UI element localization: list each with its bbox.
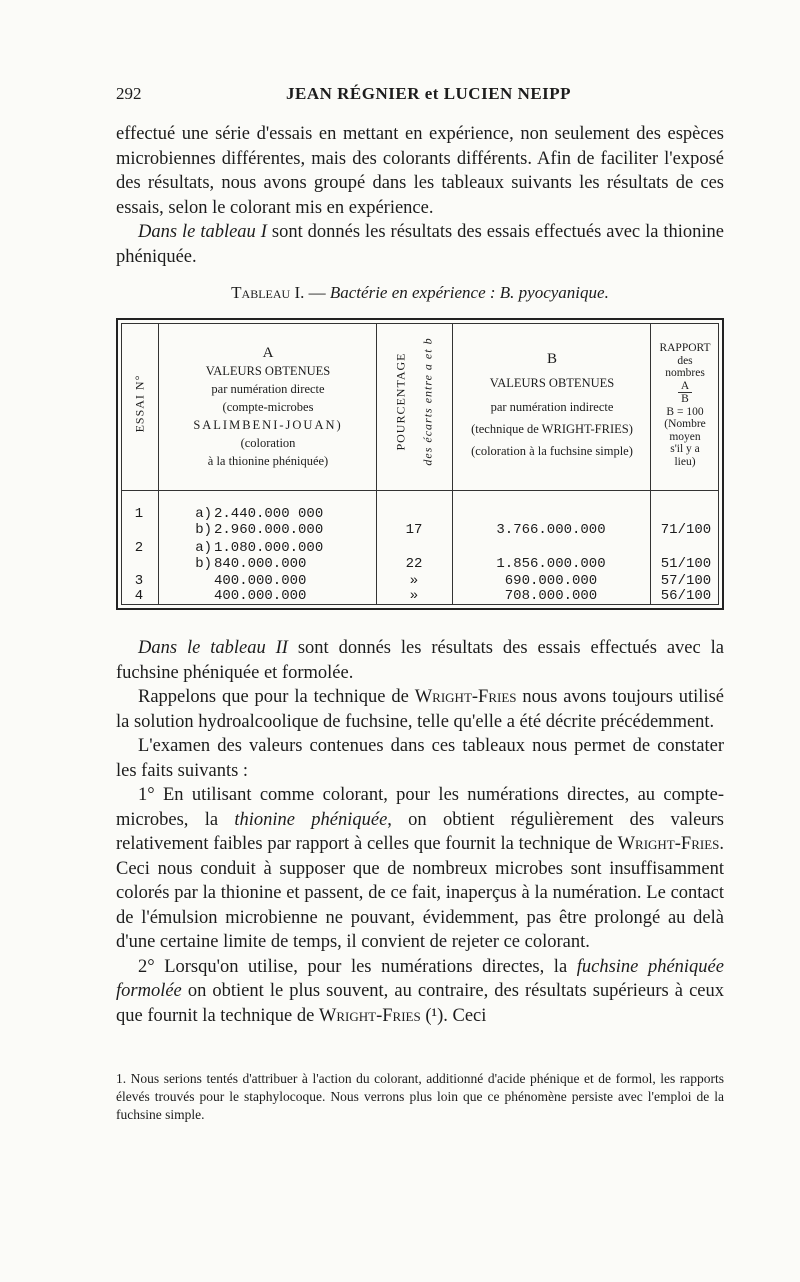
paragraph-6-text-c: . Ceci nous conduit à supposer que de nombreux microbes sont insuffisamment colorés par la thionine et passent, de ce fait, inaperçus à la numération. Le contact de l'émulsion microbienne ne pouvant, évidemment, pas être prolongé au delà d'une certaine limite de temps, il convient de rejeter ce colorant. xyxy=(116,834,724,952)
paragraph-3-text: sont donnés les résultats des essais effectués avec la fuchsine phéniquée et formolée. xyxy=(116,638,724,683)
row-a-value: 840.000.000 xyxy=(214,556,307,572)
paragraph-4-author: Wright-Fries xyxy=(414,687,517,707)
col-a-header xyxy=(162,344,374,470)
table-inner xyxy=(121,323,719,605)
footnote: 1. Nous serions tentés d'attribuer à l'action du colorant, additionné d'acide phénique et de formol, les rapports élevés trouvés pour le staphylocoque. Nous verrons plus loin que ce phénomène persiste avec l'emploi de la fuchsine simple. xyxy=(116,1071,724,1122)
col-ratio-line1: RAPPORT xyxy=(659,342,711,354)
row-ratio: 71/100 xyxy=(660,522,712,538)
col-b-header xyxy=(454,350,650,460)
paragraph-6 xyxy=(116,783,724,955)
row-a-label: b) xyxy=(195,556,212,572)
col-ratio-line9: s'il y a xyxy=(670,443,700,455)
col-b-letter: B xyxy=(546,351,557,367)
col-ratio-header xyxy=(650,342,720,468)
row-b-value: 690.000.000 xyxy=(504,573,598,589)
paragraph-7 xyxy=(116,955,724,1029)
paragraph-4-text-b: nous avons toujours utilisé la solution hydroalcoolique de fuchsine, telle qu'elle a été décrite précédemment. xyxy=(116,687,724,732)
page-number: 292 xyxy=(116,84,142,103)
row-a-label: b) xyxy=(195,522,212,538)
row-ratio: 57/100 xyxy=(660,573,712,589)
col-ratio-line5: B xyxy=(681,393,689,405)
row-a-value: 2.440.000 000 xyxy=(214,506,324,522)
row-pct: 22 xyxy=(405,556,423,572)
col-a-line2: par numération directe xyxy=(211,382,325,396)
col-pct-line2: des écarts entre a et b xyxy=(420,337,435,466)
paragraph-4-text-a: Rappelons que pour la technique de xyxy=(138,687,415,707)
page-header xyxy=(116,84,724,106)
paragraph-7-text-c: (¹). Ceci xyxy=(420,1005,487,1026)
row-pct: » xyxy=(409,588,419,604)
col-pct-line1: POURCENTAGE xyxy=(393,352,408,451)
row-essai: 2 xyxy=(134,540,144,556)
row-a-label: a) xyxy=(195,540,212,556)
row-a-label: a) xyxy=(195,506,212,522)
row-pct: » xyxy=(409,573,419,589)
col-essai-header: ESSAI N° xyxy=(132,374,147,433)
table-reference: Dans le tableau I xyxy=(138,222,267,242)
table-ii-reference: Dans le tableau II xyxy=(138,638,288,658)
paragraph-7-text-b: on obtient le plus souvent, au contraire, des résultats supérieurs à ceux que fournit la technique de xyxy=(116,981,724,1026)
paragraph-3 xyxy=(116,636,724,685)
col-a-line5: (coloration xyxy=(240,436,296,450)
paragraph-6-italic: thionine phéniquée xyxy=(234,809,388,830)
row-ratio: 56/100 xyxy=(660,588,712,604)
col-b-line2: par numération indirecte xyxy=(490,400,614,414)
row-a-value: 400.000.000 xyxy=(214,573,307,589)
paragraph-7-text-a: 2° Lorsqu'on utilise, pour les numérations directes, la xyxy=(138,956,577,977)
intro-text xyxy=(116,122,724,269)
col-ratio-line8: moyen xyxy=(669,430,701,443)
paragraph-4 xyxy=(116,685,724,734)
col-ratio-line3: nombres xyxy=(665,367,705,379)
col-a-line6: à la thionine phéniquée) xyxy=(207,454,329,468)
col-ratio-line10: lieu) xyxy=(674,455,696,468)
col-ratio-line7: (Nombre xyxy=(664,418,706,430)
paragraph-6-author: Wright-Fries xyxy=(617,834,720,854)
row-a-value: 2.960.000.000 xyxy=(214,522,324,538)
col-ratio-line2: des xyxy=(677,354,693,367)
table-caption xyxy=(116,283,724,303)
col-a-line1: VALEURS OBTENUES xyxy=(205,364,331,378)
col-b-line1: VALEURS OBTENUES xyxy=(489,376,615,390)
col-b-line4: (coloration à la fuchsine simple) xyxy=(471,444,633,458)
col-a-line4: SALIMBENI-JOUAN) xyxy=(193,418,343,432)
row-essai: 3 xyxy=(134,573,144,589)
col-a-letter: A xyxy=(262,345,274,361)
intro-paragraph-2 xyxy=(116,220,724,269)
row-pct: 17 xyxy=(405,522,423,538)
running-title: JEAN RÉGNIER et LUCIEN NEIPP xyxy=(286,84,572,103)
row-b-value: 708.000.000 xyxy=(504,588,598,604)
row-essai: 1 xyxy=(134,506,144,522)
intro-paragraph-1: effectué une série d'essais en mettant en expérience, non seulement des espèces microbiennes différentes, mais des colorants différents. Afin de faciliter l'exposé des résultats, nous avons groupé dans les tableaux suivants les résultats de ces essais, selon le colorant mis en expérience. xyxy=(116,124,724,218)
col-ratio-line6: B = 100 xyxy=(666,405,704,418)
row-essai: 4 xyxy=(134,588,144,604)
row-b-value: 1.856.000.000 xyxy=(496,556,606,572)
caption-dash: — xyxy=(304,283,330,302)
row-a-value: 1.080.000.000 xyxy=(214,540,324,556)
col-a-line3: (compte-microbes xyxy=(222,400,314,414)
row-a-value: 400.000.000 xyxy=(214,588,307,604)
col-b-line3: (technique de WRIGHT-FRIES) xyxy=(471,422,633,436)
intro-paragraph-2-text: sont donnés les résultats des essais effectués avec la thionine phéniquée. xyxy=(116,222,725,267)
caption-label: Tableau I. xyxy=(231,283,305,302)
col-ratio-line4: A xyxy=(678,380,692,394)
discussion-text xyxy=(116,636,724,1028)
results-table xyxy=(116,318,724,610)
paragraph-7-italic: fuchsine phéniquée formolée xyxy=(116,956,724,1001)
paragraph-6-text-b: , on obtient régulièrement des valeurs relativement faibles par rapport à celles que fournit la technique de xyxy=(116,809,724,854)
caption-title: Bactérie en expérience : B. pyocyanique. xyxy=(329,283,609,302)
row-ratio: 51/100 xyxy=(660,556,712,572)
paragraph-7-author: Wright-Fries xyxy=(318,1005,421,1026)
row-b-value: 3.766.000.000 xyxy=(496,522,606,538)
paragraph-5: L'examen des valeurs contenues dans ces tableaux nous permet de constater les faits suivants : xyxy=(116,736,724,781)
paragraph-6-text-a: 1° En utilisant comme colorant, pour les numérations directes, au compte-microbes, la xyxy=(116,785,724,830)
